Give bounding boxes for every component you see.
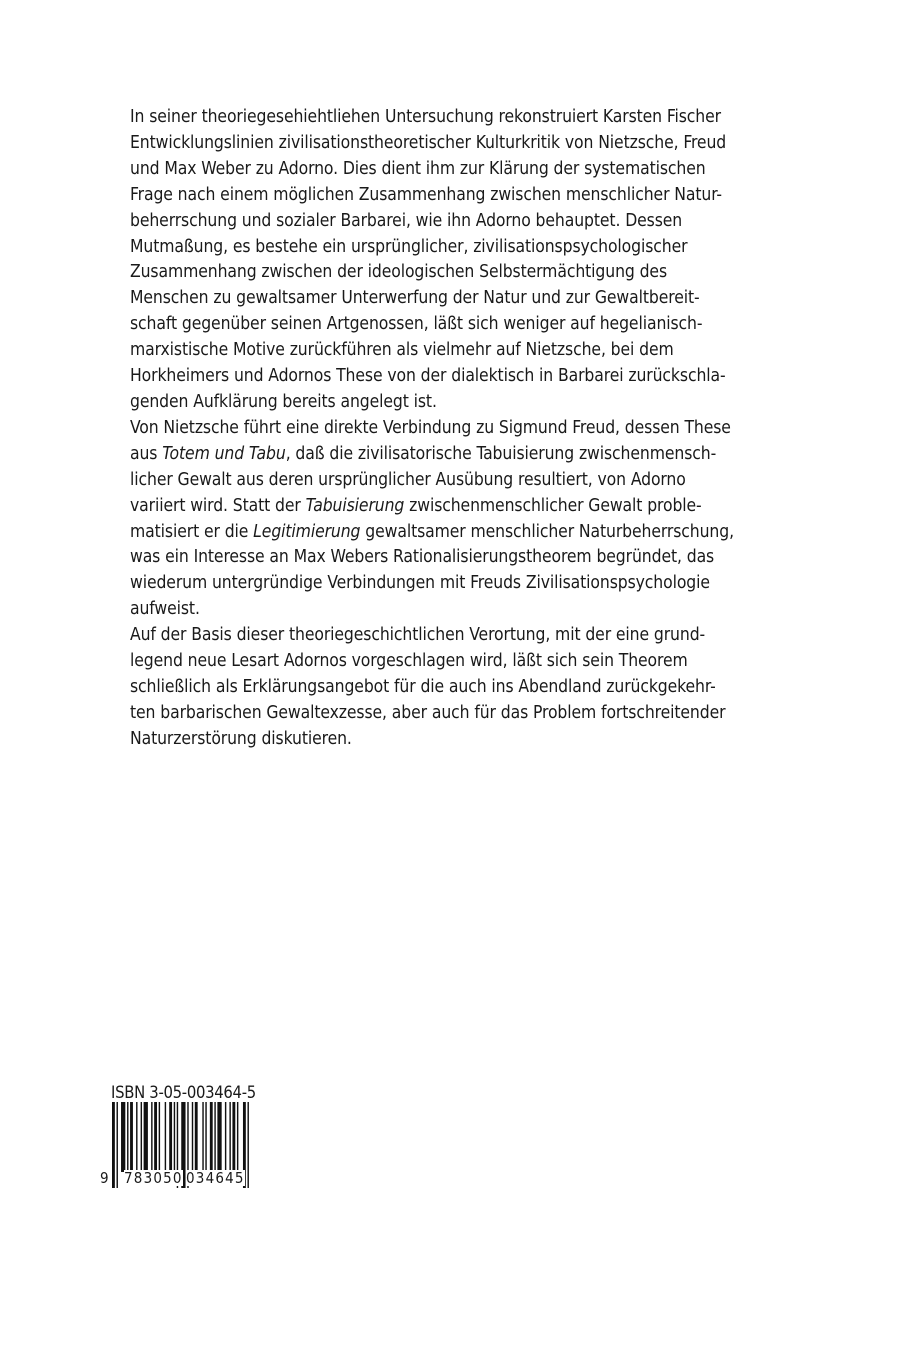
barcode-bar xyxy=(117,1102,118,1188)
text-line: Mutmaßung, es bestehe ein ursprünglicher, zivilisationspsychologischer xyxy=(130,236,688,257)
barcode-bar xyxy=(154,1102,157,1172)
barcode-bar xyxy=(151,1102,152,1172)
text-line: ten barbarischen Gewaltexzesse, aber auch für das Problem fortschreitender xyxy=(130,702,726,723)
text-line: beherrschung und sozialer Barbarei, wie ihn Adorno behauptet. Dessen xyxy=(130,210,683,231)
paragraph xyxy=(130,416,770,623)
ean-right-digits: 034645 xyxy=(186,1169,245,1187)
text-line: und Max Weber zu Adorno. Dies dient ihm zur Klärung der systematischen xyxy=(130,158,706,179)
text-segment: gewaltsamer menschlicher Naturbeherrschung, xyxy=(360,521,734,542)
blurb xyxy=(130,105,770,753)
barcode-bar xyxy=(141,1102,142,1172)
text-line: Entwicklungslinien zivilisationstheoretischer Kulturkritik von Nietzsche, Freud xyxy=(130,132,727,153)
text-line: In seiner theoriegesehiehtliehen Untersuchung rekonstruiert Karsten Fischer xyxy=(130,107,721,127)
isbn-label: ISBN 3-05-003464-5 xyxy=(111,1083,256,1102)
text-line: Auf der Basis dieser theoriegeschichtlichen Verortung, mit der eine grund- xyxy=(130,625,706,646)
barcode-bar xyxy=(229,1102,230,1172)
italic-title: Totem und Tabu xyxy=(162,443,286,464)
barcode-bar xyxy=(159,1102,160,1172)
paragraph xyxy=(130,623,770,753)
barcode-bar xyxy=(169,1102,172,1172)
barcode-bar xyxy=(210,1102,213,1172)
text-line: schaft gegenüber seinen Artgenossen, läßt sich weniger auf hegelianisch- xyxy=(130,314,703,335)
barcode-bar xyxy=(165,1102,166,1172)
barcode-bar xyxy=(130,1102,133,1172)
text-line xyxy=(130,494,770,520)
text-segment: , daß die zivilisatorische Tabuisierung zwischenmensch- xyxy=(285,443,717,464)
text-segment: aus xyxy=(130,443,163,464)
text-line: Menschen zu gewaltsamer Unterwerfung der Natur und zur Gewaltbereit- xyxy=(130,288,700,309)
text-line: wiederum untergründige Verbindungen mit Freuds Zivilisationspsychologie xyxy=(130,573,710,594)
text-line: Zusammenhang zwischen der ideologischen Selbstermächtigung des xyxy=(130,262,668,283)
barcode-bar xyxy=(144,1102,148,1172)
text-segment: matisiert er die xyxy=(130,521,254,542)
barcode-bar xyxy=(136,1102,137,1172)
text-line: was ein Interesse an Max Webers Rationalisierungstheorem begründet, das xyxy=(130,547,715,568)
barcode-bar xyxy=(225,1102,226,1172)
text-line: genden Aufklärung bereits angelegt ist. xyxy=(130,391,437,412)
barcode-bar xyxy=(202,1102,203,1172)
barcode-bar xyxy=(214,1102,215,1172)
barcode-bar xyxy=(232,1102,235,1172)
barcode-bar xyxy=(112,1102,115,1188)
text-line: Frage nach einem möglichen Zusammenhang zwischen menschlicher Natur- xyxy=(130,184,722,205)
text-line: schließlich als Erklärungsangebot für die auch ins Abendland zurückgekehr- xyxy=(130,676,716,697)
text-line: legend neue Lesart Adornos vorgeschlagen wird, läßt sich sein Theorem xyxy=(130,651,688,672)
text-line: aufweist. xyxy=(130,599,200,620)
barcode-bar xyxy=(121,1102,125,1172)
barcode-bar xyxy=(192,1102,193,1172)
text-line: marxistische Motive zurückführen als vielmehr auf Nietzsche, bei dem xyxy=(130,340,674,361)
barcode-bar xyxy=(195,1102,198,1172)
barcode-bar xyxy=(205,1102,206,1172)
barcode-bar xyxy=(247,1102,248,1188)
italic-title: Tabuisierung xyxy=(305,495,405,516)
text-line: Horkheimers und Adornos These von der dialektisch in Barbarei zurückschla- xyxy=(130,366,726,387)
text-segment: zwischenmenschlicher Gewalt proble- xyxy=(404,495,702,516)
text-segment: variiert wird. Statt der xyxy=(130,495,306,516)
barcode-bar xyxy=(127,1102,128,1172)
ean-first-digit: 9 xyxy=(100,1169,109,1187)
barcode-bar xyxy=(217,1102,221,1172)
text-line: Von Nietzsche führt eine direkte Verbindung zu Sigmund Freud, dessen These xyxy=(130,417,731,438)
text-line xyxy=(130,520,770,546)
text-line xyxy=(130,442,770,468)
italic-title: Legitimierung xyxy=(253,521,361,542)
ean-left-digits: 783050 xyxy=(124,1169,183,1187)
paragraph xyxy=(130,105,770,416)
text-line: licher Gewalt aus deren ursprünglicher Ausübung resultiert, von Adorno xyxy=(130,469,686,490)
text-line: Naturzerstörung diskutieren. xyxy=(130,728,352,749)
barcode-bar xyxy=(174,1102,175,1172)
barcode-bar xyxy=(237,1102,238,1172)
